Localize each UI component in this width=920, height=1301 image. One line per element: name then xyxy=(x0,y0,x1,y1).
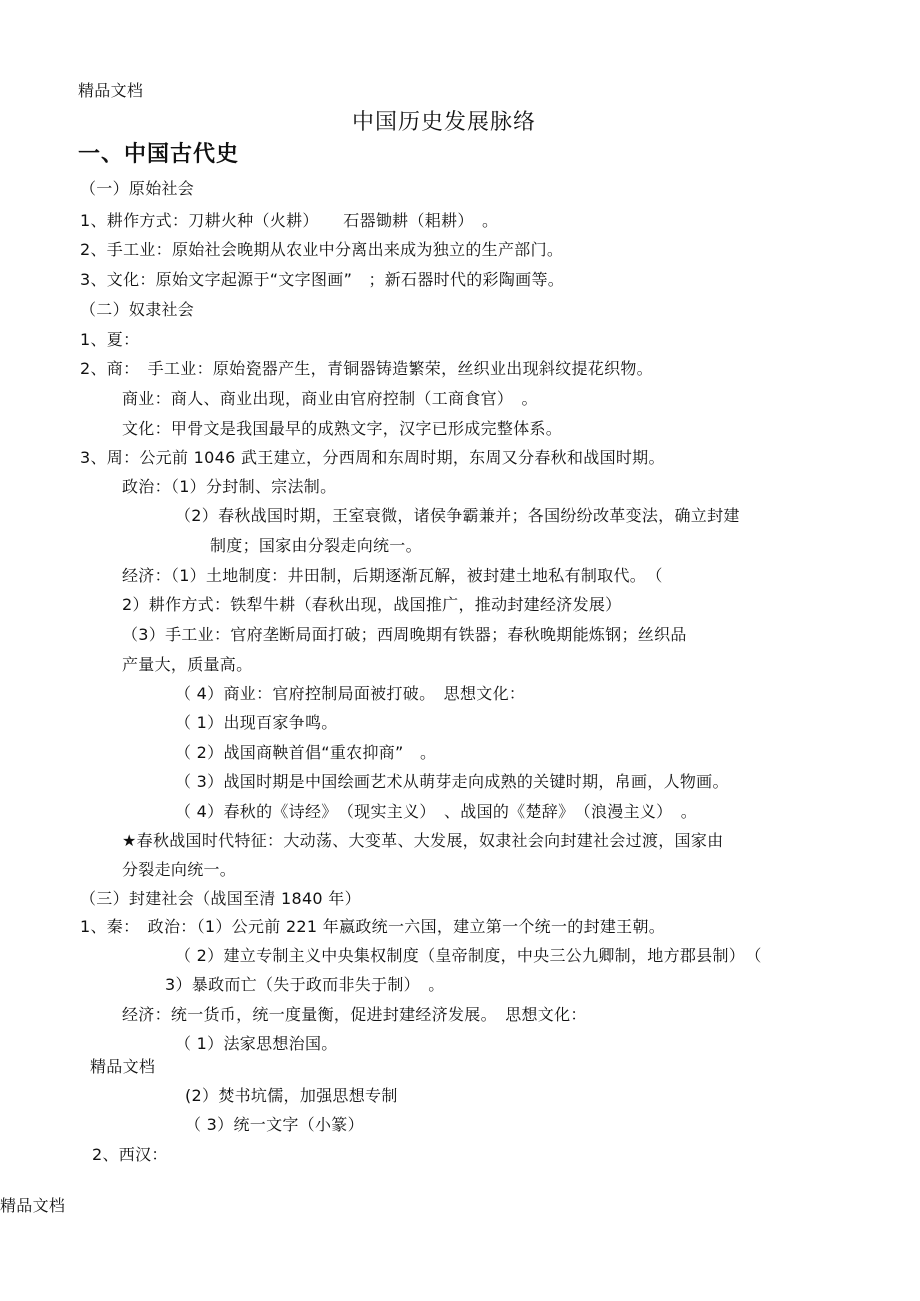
text-line: 1、夏： xyxy=(80,330,140,349)
footer-watermark: 精品文档 xyxy=(0,1196,66,1215)
text-line: （二）奴隶社会 xyxy=(80,300,195,319)
text-line: （ 4）商业：官府控制局面被打破。 思想文化： xyxy=(175,684,526,703)
text-line: (2）焚书坑儒，加强思想专制 xyxy=(185,1086,398,1105)
text-line: （2）春秋战国时期，王室衰微，诸侯争霸兼并；各国纷纷改革变法，确立封建 xyxy=(175,506,740,525)
text-line: 政治：（1）分封制、宗法制。 xyxy=(122,477,337,496)
text-line: 文化：甲骨文是我国最早的成熟文字，汉字已形成完整体系。 xyxy=(122,419,563,438)
text-line: 2、西汉： xyxy=(92,1145,168,1164)
text-line: （三）封建社会（战国至清 1840 年） xyxy=(80,889,361,908)
text-line: （ 2）建立专制主义中央集权制度（皇帝制度，中央三公九卿制，地方郡县制） （ xyxy=(175,946,762,965)
text-line: 2）耕作方式：铁犁牛耕（春秋出现，战国推广，推动封建经济发展） xyxy=(122,595,622,614)
text-line: 商业：商人、商业出现，商业由官府控制（工商食官） 。 xyxy=(122,389,538,408)
mid-watermark: 精品文档 xyxy=(90,1057,156,1076)
text-line: 3、周：公元前 1046 武王建立，分西周和东周时期，东周又分春秋和战国时期。 xyxy=(80,448,665,467)
text-line: 3、文化：原始文字起源于“文字图画” ；新石器时代的彩陶画等。 xyxy=(80,270,565,289)
text-line: （ 3）战国时期是中国绘画艺术从萌芽走向成熟的关键时期，帛画，人物画。 xyxy=(175,772,729,791)
text-line: 1、秦： 政治：（1）公元前 221 年嬴政统一六国，建立第一个统一的封建王朝。 xyxy=(80,917,666,936)
header-watermark: 精品文档 xyxy=(78,81,144,100)
text-line: （ 3）统一文字（小篆） xyxy=(185,1115,364,1134)
document-title: 中国历史发展脉络 xyxy=(352,110,537,135)
text-line: （ 1）出现百家争鸣。 xyxy=(175,713,338,732)
section-heading: 一、中国古代史 xyxy=(78,142,240,167)
text-line: （ 4）春秋的《诗经》 （现实主义） 、战国的《楚辞》 （浪漫主义） 。 xyxy=(175,802,698,821)
text-line: 经济：（1）土地制度：井田制，后期逐渐瓦解，被封建土地私有制取代。 （ xyxy=(122,566,663,585)
text-line: 2、手工业：原始社会晚期从农业中分离出来成为独立的生产部门。 xyxy=(80,240,564,259)
text-line: 分裂走向统一。 xyxy=(122,860,237,879)
text-line: 1、耕作方式：刀耕火种（火耕） 石器锄耕（耜耕） 。 xyxy=(80,211,499,230)
text-line: （ 1）法家思想治国。 xyxy=(175,1034,338,1053)
text-line: 经济：统一货币，统一度量衡，促进封建经济发展。 思想文化： xyxy=(122,1005,587,1024)
text-line: ★春秋战国时代特征：大动荡、大变革、大发展，奴隶社会向封建社会过渡，国家由 xyxy=(122,831,724,850)
text-line: （ 2）战国商鞅首倡“重农抑商” 。 xyxy=(175,743,437,762)
text-line: 3）暴政而亡（失于政而非失于制） 。 xyxy=(165,975,445,994)
text-line: 2、商： 手工业：原始瓷器产生，青铜器铸造繁荣，丝织业出现斜纹提花织物。 xyxy=(80,359,653,378)
text-line: 制度；国家由分裂走向统一。 xyxy=(210,536,422,555)
text-line: 产量大，质量高。 xyxy=(122,655,253,674)
text-line: （3）手工业：官府垄断局面打破；西周晚期有铁器；春秋晚期能炼钢；丝织品 xyxy=(122,625,687,644)
text-line: （一）原始社会 xyxy=(80,179,195,198)
